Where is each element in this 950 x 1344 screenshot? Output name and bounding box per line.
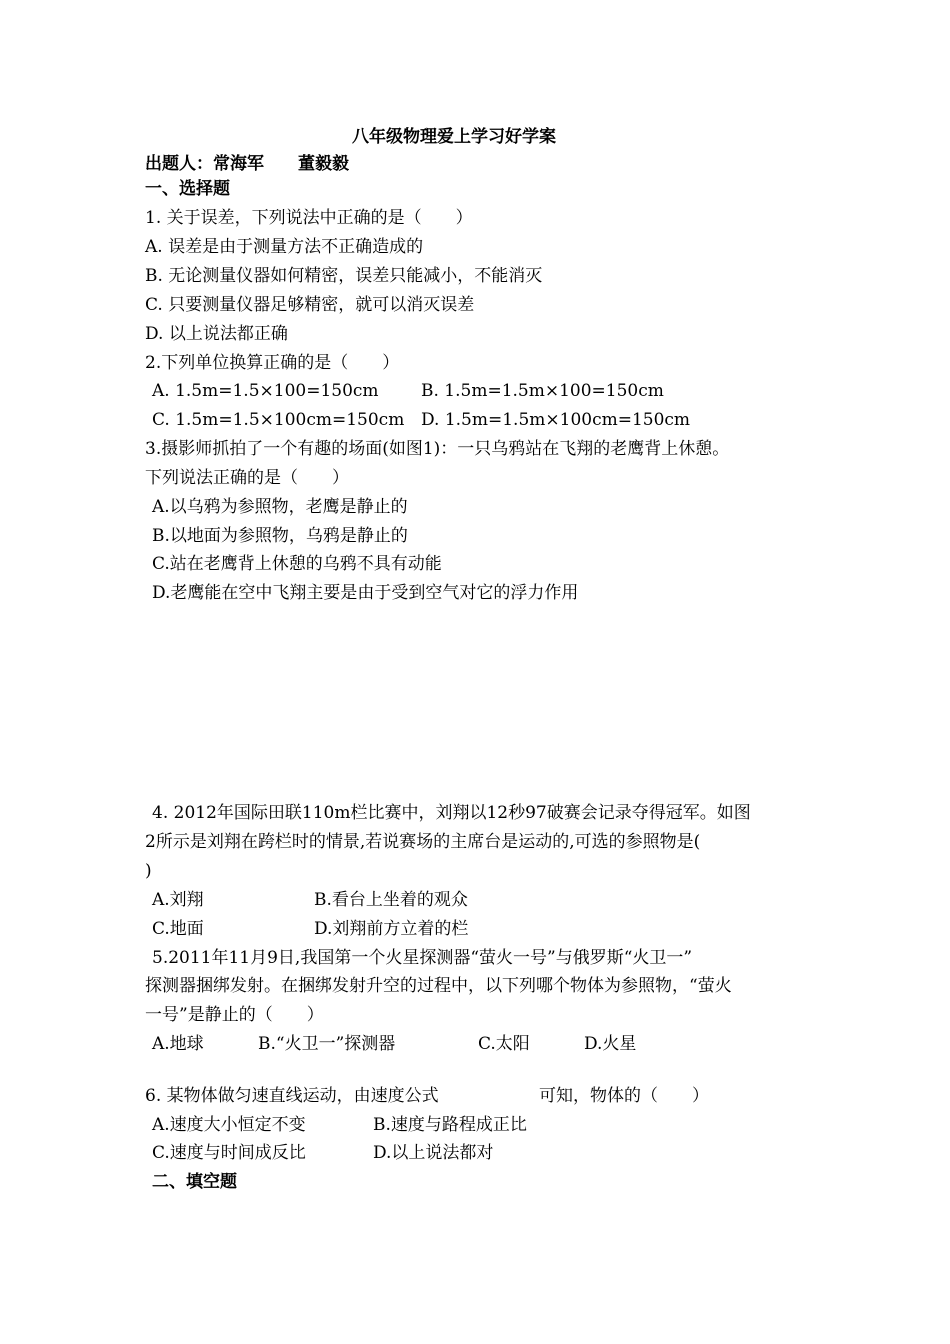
- question-5-option-c: C.太阳: [478, 1034, 530, 1054]
- question-5-option-b: B.“火卫一”探测器: [258, 1034, 396, 1054]
- question-4-stem-line-3: ): [145, 861, 152, 881]
- question-4-option-a: A.刘翔: [152, 890, 204, 910]
- question-4-stem-line-2: 2所示是刘翔在跨栏时的情景,若说赛场的主席台是运动的,可选的参照物是(: [145, 832, 701, 852]
- document-title: 八年级物理爱上学习好学案: [352, 127, 556, 147]
- question-2-option-c: C. 1.5m=1.5×100cm=150cm: [152, 410, 405, 430]
- question-5-stem-line-3: 一号”是静止的（ ）: [145, 1005, 324, 1025]
- question-2-stem: 2.下列单位换算正确的是（ ）: [145, 353, 400, 373]
- question-6-option-c: C.速度与时间成反比: [152, 1143, 306, 1163]
- section-heading-choice: 一、选择题: [145, 179, 230, 199]
- question-1-option-c: C. 只要测量仪器足够精密，就可以消灭误差: [145, 295, 475, 315]
- question-3-option-c: C.站在老鹰背上休憩的乌鸦不具有动能: [152, 554, 442, 574]
- question-3-option-b: B.以地面为参照物，乌鸦是静止的: [152, 526, 408, 546]
- question-4-option-c: C.地面: [152, 919, 204, 939]
- section-heading-fill-in: 二、填空题: [152, 1172, 237, 1192]
- question-6-option-b: B.速度与路程成正比: [373, 1115, 527, 1135]
- question-6-stem-part-1: 6. 某物体做匀速直线运动，由速度公式: [145, 1086, 439, 1106]
- question-1-option-a: A. 误差是由于测量方法不正确造成的: [145, 237, 424, 257]
- question-1-stem: 1. 关于误差，下列说法中正确的是（ ）: [145, 208, 473, 228]
- question-3-stem-line-2: 下列说法正确的是（ ）: [145, 468, 349, 488]
- question-1-option-b: B. 无论测量仪器如何精密，误差只能减小，不能消灭: [145, 266, 543, 286]
- question-6-option-a: A.速度大小恒定不变: [152, 1115, 306, 1135]
- question-5-option-a: A.地球: [152, 1034, 204, 1054]
- question-3-stem-line-1: 3.摄影师抓拍了一个有趣的场面(如图1)：一只乌鸦站在飞翔的老鹰背上休憩。: [145, 439, 730, 459]
- question-4-option-b: B.看台上坐着的观众: [314, 890, 468, 910]
- question-5-option-d: D.火星: [584, 1034, 637, 1054]
- question-4-option-d: D.刘翔前方立着的栏: [314, 919, 469, 939]
- question-6-option-d: D.以上说法都对: [373, 1143, 494, 1163]
- question-1-option-d: D. 以上说法都正确: [145, 324, 288, 344]
- question-2-option-a: A. 1.5m=1.5×100=150cm: [152, 381, 379, 401]
- question-2-option-d: D. 1.5m=1.5m×100cm=150cm: [421, 410, 691, 430]
- question-3-option-a: A.以乌鸦为参照物，老鹰是静止的: [152, 497, 408, 517]
- question-4-stem-line-1: 4. 2012年国际田联110m栏比赛中，刘翔以12秒97破赛会记录夺得冠军。如图: [152, 803, 751, 823]
- question-6-stem-part-2: 可知，物体的（ ）: [539, 1086, 709, 1106]
- question-5-stem-line-2: 探测器捆绑发射。在捆绑发射升空的过程中，以下列哪个物体为参照物，“萤火: [145, 976, 732, 996]
- question-2-option-b: B. 1.5m=1.5m×100=150cm: [421, 381, 664, 401]
- question-5-stem-line-1: 5.2011年11月9日,我国第一个火星探测器“萤火一号”与俄罗斯“火卫一”: [152, 948, 693, 968]
- question-3-option-d: D.老鹰能在空中飞翔主要是由于受到空气对它的浮力作用: [152, 583, 579, 603]
- author-line: 出题人：常海军 董毅毅: [145, 154, 349, 174]
